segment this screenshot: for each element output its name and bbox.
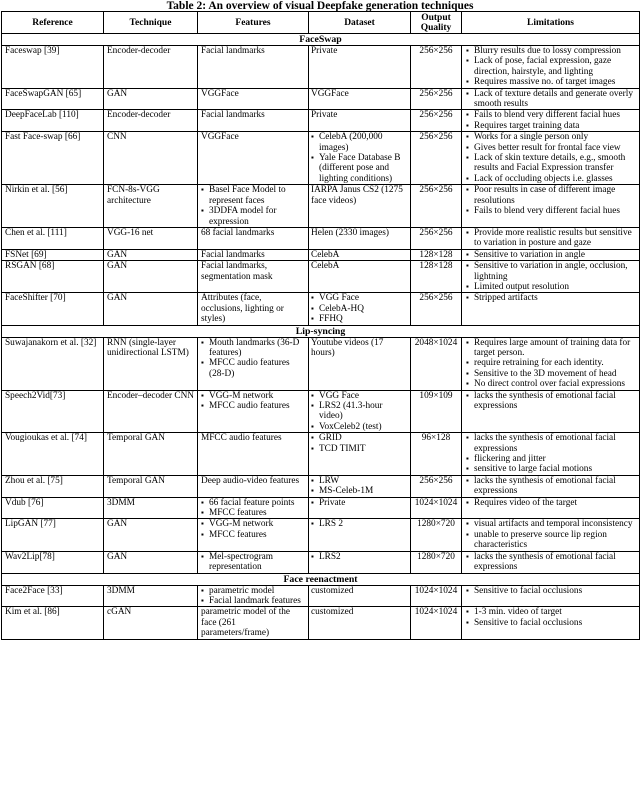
cell-features (198, 185, 309, 228)
cell-technique: VGG-16 net (104, 227, 198, 249)
cell-technique: cGAN (104, 607, 198, 639)
cell-reference: Zhou et al. [75] (2, 475, 104, 497)
features-text: VGGFace (201, 88, 239, 99)
cell-reference: Wav2Lip[78] (2, 551, 104, 573)
limitations-list-item: ▪ Lack of texture details and generate overly smooth results (474, 89, 636, 110)
cell-dataset (309, 337, 411, 390)
header-reference: Reference (2, 12, 104, 34)
features-text: Attributes (face, occlusions, lighting or styles) (201, 293, 284, 325)
limitations-list-item: ▪ Gives better result for frontal face view (474, 143, 636, 153)
cell-dataset (309, 475, 411, 497)
limitations-list-item: ▪ Blurry results due to lossy compression (474, 46, 636, 56)
cell-reference: FSNet [69] (2, 249, 104, 260)
features-list (201, 498, 305, 519)
section-row (2, 34, 640, 46)
table-title: Table 2: An overview of visual Deepfake generation techniques (166, 0, 474, 12)
features-text: Facial landmarks (201, 110, 265, 121)
section-title: Lip-syncing (2, 325, 640, 337)
dataset-list-item: ▪ Yale Face Database B (different pose and lighting conditions) (319, 153, 407, 184)
cell-output-quality: 256×256 (411, 110, 462, 132)
cell-technique: Encoder–decoder CNN (104, 390, 198, 433)
features-list-item: ▪ Mel-spectrogram representation (209, 552, 305, 573)
cell-output-quality: 1280×720 (411, 551, 462, 573)
limitations-list-item: ▪ Requires video of the target (474, 498, 636, 508)
limitations-list-item: ▪ Requires massive no. of target images (474, 77, 636, 87)
cell-output-quality: 256×256 (411, 132, 462, 185)
features-text: Deep audio-video features (201, 475, 300, 486)
cell-output-quality: 1024×1024 (411, 585, 462, 607)
limitations-list-item: ▪ Sensitive to variation in angle, occlusion, lightning (474, 261, 636, 282)
table-row (2, 132, 640, 185)
cell-reference: Suwajanakorn et al. [32] (2, 337, 104, 390)
limitations-list (465, 261, 636, 292)
limitations-list-item: ▪ Fails to blend very different facial hues (474, 206, 636, 216)
cell-dataset (309, 551, 411, 573)
cell-dataset (309, 88, 411, 110)
header-dataset: Dataset (309, 12, 411, 34)
table-row (2, 261, 640, 293)
table-row (2, 475, 640, 497)
cell-reference: Kim et al. [86] (2, 607, 104, 639)
limitations-list-item: ▪ Sensitive to facial occlusions (474, 618, 636, 628)
dataset-text: Youtube videos (17 hours) (311, 337, 384, 358)
limitations-list-item: ▪ lacks the synthesis of emotional facial expressions (474, 476, 636, 497)
table-body (2, 34, 640, 640)
cell-dataset (309, 293, 411, 325)
limitations-list-item: ▪ Stripped artifacts (474, 293, 636, 303)
limitations-list (465, 293, 636, 303)
dataset-list (311, 293, 407, 324)
limitations-list-item: ▪ Requires target training data (474, 121, 636, 131)
limitations-list (465, 228, 636, 249)
dataset-list (311, 132, 407, 184)
limitations-list (465, 132, 636, 184)
cell-features (198, 249, 309, 260)
features-text: Facial landmarks, segmentation mask (201, 261, 273, 282)
features-list-item: ▪ Facial landmark features (209, 596, 305, 606)
cell-features (198, 337, 309, 390)
cell-dataset (309, 249, 411, 260)
cell-output-quality: 1280×720 (411, 519, 462, 551)
dataset-list-item: ▪ Private (319, 498, 407, 508)
cell-features (198, 519, 309, 551)
cell-features (198, 261, 309, 293)
table-row (2, 497, 640, 519)
table-row (2, 337, 640, 390)
limitations-list-item: ▪ require retraining for each identity. (474, 358, 636, 368)
limitations-list (465, 552, 636, 573)
cell-output-quality: 1024×1024 (411, 497, 462, 519)
header-quality-line2: Quality (420, 22, 452, 33)
cell-reference: Speech2Vid[73] (2, 390, 104, 433)
cell-limitations (462, 607, 640, 639)
cell-limitations (462, 88, 640, 110)
limitations-list-item: ▪ Lack of pose, facial expression, gaze direction, hairstyle, and lighting (474, 56, 636, 77)
dataset-text: customized (311, 585, 354, 596)
cell-limitations (462, 249, 640, 260)
dataset-text: CelebA (311, 249, 340, 260)
cell-reference: LipGAN [77] (2, 519, 104, 551)
table-row (2, 88, 640, 110)
cell-limitations (462, 433, 640, 476)
limitations-list (465, 586, 636, 596)
limitations-list-item: ▪ Sensitive to variation in angle (474, 250, 636, 260)
table-row (2, 585, 640, 607)
cell-limitations (462, 497, 640, 519)
dataset-text: Private (311, 46, 338, 56)
features-text: Facial landmarks (201, 46, 265, 56)
dataset-text: CelebA (311, 261, 340, 272)
dataset-list (311, 519, 407, 529)
cell-limitations (462, 261, 640, 293)
features-list-item: ▪ MFCC features (209, 508, 305, 518)
dataset-list-item: ▪ VoxCeleb2 (test) (319, 422, 407, 432)
header-row (2, 12, 640, 34)
limitations-list-item: ▪ Sensitive to the 3D movement of head (474, 369, 636, 379)
section-row (2, 573, 640, 585)
limitations-list-item: ▪ unable to preserve source lip region characteristics (474, 530, 636, 551)
dataset-list-item: ▪ GRID (319, 433, 407, 443)
table-row (2, 390, 640, 433)
cell-reference: Fast Face-swap [66] (2, 132, 104, 185)
header-quality-line1: Output (421, 12, 451, 23)
limitations-list-item: ▪ lacks the synthesis of emotional facial expressions (474, 433, 636, 454)
cell-limitations (462, 293, 640, 325)
cell-output-quality: 256×256 (411, 185, 462, 228)
table-row (2, 227, 640, 249)
cell-dataset (309, 132, 411, 185)
table-row (2, 185, 640, 228)
table-row (2, 551, 640, 573)
cell-output-quality: 256×256 (411, 475, 462, 497)
limitations-list (465, 89, 636, 110)
table-row (2, 249, 640, 260)
features-list (201, 391, 305, 412)
features-list-item: ▪ VGG-M network (209, 391, 305, 401)
limitations-list (465, 338, 636, 390)
dataset-text: customized (311, 607, 354, 618)
cell-reference: FaceShifter [70] (2, 293, 104, 325)
cell-technique: Temporal GAN (104, 433, 198, 476)
limitations-list (465, 498, 636, 508)
limitations-list-item: ▪ sensitive to large facial motions (474, 464, 636, 474)
features-list (201, 552, 305, 573)
features-list-item: ▪ Mouth landmarks (36-D features) (209, 338, 305, 359)
features-list (201, 519, 305, 540)
cell-dataset (309, 185, 411, 228)
dataset-list-item: ▪ TCD TIMIT (319, 444, 407, 454)
dataset-list (311, 476, 407, 497)
cell-features (198, 390, 309, 433)
cell-technique: RNN (single-layer unidirectional LSTM) (104, 337, 198, 390)
dataset-list-item: ▪ LRW (319, 476, 407, 486)
dataset-text: Helen (2330 images) (311, 227, 389, 238)
limitations-list-item: ▪ visual artifacts and temporal inconsistency (474, 519, 636, 529)
dataset-text: Private (311, 110, 338, 121)
cell-features (198, 551, 309, 573)
table-row (2, 110, 640, 132)
limitations-list-item: ▪ Fails to blend very different facial hues (474, 110, 636, 120)
features-list-item: ▪ MFCC audio features (28-D) (209, 358, 305, 379)
limitations-list-item: ▪ No direct control over facial expressions (474, 379, 636, 389)
cell-features (198, 110, 309, 132)
limitations-list (465, 433, 636, 475)
cell-reference: Chen et al. [111] (2, 227, 104, 249)
cell-limitations (462, 585, 640, 607)
features-list-item: ▪ VGG-M network (209, 519, 305, 529)
cell-limitations (462, 185, 640, 228)
cell-limitations (462, 390, 640, 433)
cell-dataset (309, 227, 411, 249)
limitations-list-item: ▪ 1-3 min. video of target (474, 607, 636, 617)
dataset-list-item: ▪ VGG Face (319, 391, 407, 401)
limitations-list (465, 476, 636, 497)
cell-dataset (309, 110, 411, 132)
dataset-list-item: ▪ LRS2 (41.3-hour video) (319, 401, 407, 422)
cell-reference: DeepFaceLab [110] (2, 110, 104, 132)
section-row (2, 325, 640, 337)
header-output-quality (411, 12, 462, 34)
cell-technique: CNN (104, 132, 198, 185)
limitations-list (465, 185, 636, 216)
features-list (201, 586, 305, 607)
limitations-list (465, 46, 636, 88)
dataset-text: IARPA Janus CS2 (1275 face videos) (311, 185, 403, 206)
cell-features (198, 585, 309, 607)
limitations-list (465, 250, 636, 260)
cell-limitations (462, 551, 640, 573)
cell-limitations (462, 110, 640, 132)
limitations-list (465, 391, 636, 412)
limitations-list-item: ▪ Poor results in case of different image resolutions (474, 185, 636, 206)
dataset-list-item: ▪ MS-Celeb-1M (319, 486, 407, 496)
cell-output-quality: 256×256 (411, 293, 462, 325)
cell-technique: Temporal GAN (104, 475, 198, 497)
cell-features (198, 293, 309, 325)
dataset-list-item: ▪ VGG Face (319, 293, 407, 303)
limitations-list-item: ▪ lacks the synthesis of emotional facial expressions (474, 391, 636, 412)
limitations-list (465, 110, 636, 131)
features-list-item: ▪ MFCC features (209, 530, 305, 540)
cell-reference: Vdub [76] (2, 497, 104, 519)
dataset-list-item: ▪ LRS 2 (319, 519, 407, 529)
table-row (2, 293, 640, 325)
cell-dataset (309, 46, 411, 89)
cell-features (198, 46, 309, 89)
section-title: Face reenactment (2, 573, 640, 585)
cell-reference: Faceswap [39] (2, 46, 104, 89)
header-limitations: Limitations (462, 12, 640, 34)
cell-dataset (309, 607, 411, 639)
dataset-text: VGGFace (311, 88, 349, 99)
cell-technique: 3DMM (104, 585, 198, 607)
dataset-list-item: ▪ CelebA-HQ (319, 304, 407, 314)
cell-limitations (462, 337, 640, 390)
limitations-list-item: ▪ Provide more realistic results but sensitive to variation in posture and gaze (474, 228, 636, 249)
cell-reference: FaceSwapGAN [65] (2, 88, 104, 110)
cell-technique: GAN (104, 551, 198, 573)
cell-output-quality: 128×128 (411, 249, 462, 260)
cell-technique: GAN (104, 293, 198, 325)
limitations-list-item: ▪ Works for a single person only (474, 132, 636, 142)
features-text: Facial landmarks (201, 249, 265, 260)
cell-technique: GAN (104, 519, 198, 551)
limitations-list-item: ▪ Lack of occluding objects i.e. glasses (474, 174, 636, 184)
header-technique: Technique (104, 12, 198, 34)
features-list-item: ▪ 3DDFA model for expression (209, 206, 305, 227)
cell-output-quality: 109×109 (411, 390, 462, 433)
cell-dataset (309, 585, 411, 607)
features-text: MFCC audio features (201, 433, 282, 444)
table-row (2, 46, 640, 89)
limitations-list-item: ▪ Sensitive to facial occlusions (474, 586, 636, 596)
dataset-list-item: ▪ FFHQ (319, 314, 407, 324)
cell-features (198, 227, 309, 249)
features-list (201, 338, 305, 380)
cell-reference: Vougioukas et al. [74] (2, 433, 104, 476)
cell-limitations (462, 475, 640, 497)
features-list (201, 185, 305, 227)
cell-features (198, 433, 309, 476)
cell-features (198, 497, 309, 519)
cell-reference: Face2Face [33] (2, 585, 104, 607)
section-title: FaceSwap (2, 34, 640, 46)
table-row (2, 433, 640, 476)
limitations-list-item: ▪ Limited output resolution (474, 282, 636, 292)
cell-dataset (309, 390, 411, 433)
features-text: 68 facial landmarks (201, 227, 275, 238)
features-list-item: ▪ 66 facial feature points (209, 498, 305, 508)
cell-limitations (462, 519, 640, 551)
limitations-list (465, 607, 636, 628)
cell-reference: Nirkin et al. [56] (2, 185, 104, 228)
table-row (2, 607, 640, 639)
limitations-list-item: ▪ lacks the synthesis of emotional facial expressions (474, 552, 636, 573)
deepfake-techniques-table (1, 11, 640, 640)
limitations-list-item: ▪ flickering and jitter (474, 454, 636, 464)
cell-dataset (309, 519, 411, 551)
cell-technique: Encoder-decoder (104, 110, 198, 132)
cell-limitations (462, 46, 640, 89)
limitations-list-item: ▪ Lack of skin texture details, e.g., smooth results and Facial Expression transfer (474, 153, 636, 174)
cell-output-quality: 2048×1024 (411, 337, 462, 390)
cell-technique: 3DMM (104, 497, 198, 519)
dataset-list-item: ▪ LRS2 (319, 552, 407, 562)
cell-features (198, 475, 309, 497)
features-text: VGGFace (201, 132, 239, 143)
cell-output-quality: 1024×1024 (411, 607, 462, 639)
dataset-list (311, 433, 407, 454)
features-list-item: ▪ MFCC audio features (209, 401, 305, 411)
dataset-list (311, 498, 407, 508)
cell-technique: GAN (104, 261, 198, 293)
dataset-list (311, 552, 407, 562)
cell-features (198, 607, 309, 639)
cell-output-quality: 96×128 (411, 433, 462, 476)
limitations-list (465, 519, 636, 550)
cell-output-quality: 256×256 (411, 227, 462, 249)
cell-limitations (462, 227, 640, 249)
cell-features (198, 132, 309, 185)
features-list-item: ▪ parametric model (209, 586, 305, 596)
cell-limitations (462, 132, 640, 185)
features-list-item: ▪ Basel Face Model to represent faces (209, 185, 305, 206)
features-text: parametric model of the face (261 parameters/frame) (201, 607, 291, 639)
table-row (2, 519, 640, 551)
header-features: Features (198, 12, 309, 34)
cell-features (198, 88, 309, 110)
dataset-list-item: ▪ CelebA (200,000 images) (319, 132, 407, 153)
cell-reference: RSGAN [68] (2, 261, 104, 293)
cell-technique: GAN (104, 88, 198, 110)
limitations-list-item: ▪ Requires large amount of training data for target person. (474, 338, 636, 359)
cell-dataset (309, 261, 411, 293)
cell-technique: FCN-8s-VGG architecture (104, 185, 198, 228)
cell-dataset (309, 497, 411, 519)
cell-technique: Encoder-decoder (104, 46, 198, 89)
cell-output-quality: 256×256 (411, 88, 462, 110)
cell-output-quality: 256×256 (411, 46, 462, 89)
cell-output-quality: 128×128 (411, 261, 462, 293)
cell-dataset (309, 433, 411, 476)
cell-technique: GAN (104, 249, 198, 260)
dataset-list (311, 391, 407, 433)
